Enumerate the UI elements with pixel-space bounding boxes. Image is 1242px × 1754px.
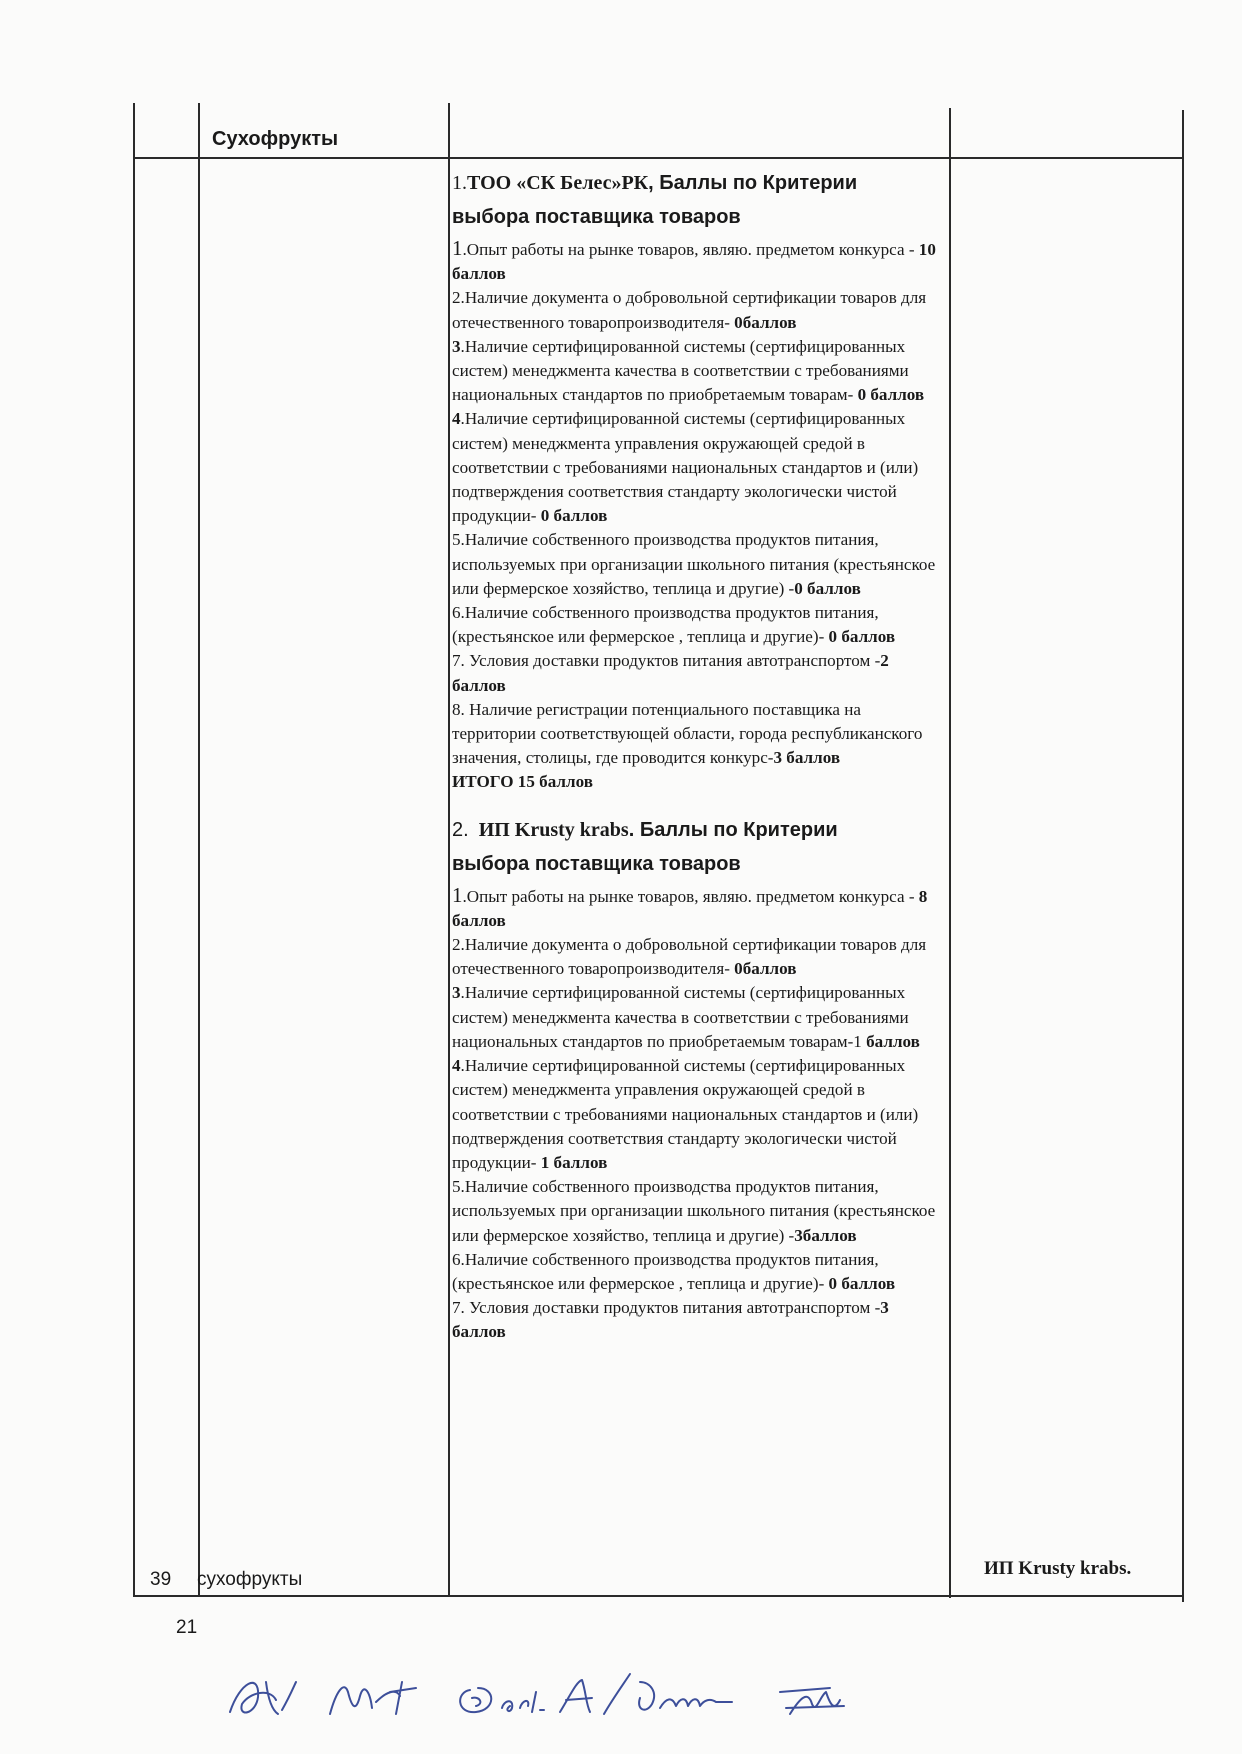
criterion-item: 5.Наличие собственного производства продуктов питания, используемых при организации школьного питания (крестьянское или фермерское хозяйство, теплица и другие) -3баллов [452, 1177, 936, 1245]
criterion-score: 8 баллов [452, 886, 928, 930]
criterion-score: 10 баллов [452, 240, 936, 284]
criterion-score: баллов [866, 1031, 920, 1051]
table-divider-num [198, 103, 200, 1596]
criterion-item: 3.Наличие сертифицированной системы (сертифицированных систем) менеджмента качества в соответствии с требованиями национальных стандартов по приобретаемым товарам-1 баллов [452, 983, 920, 1051]
supplier-number: 1. [452, 172, 467, 194]
criteria-list-2 [452, 883, 942, 1345]
table-border-right [1182, 110, 1184, 1602]
criterion-item: 6.Наличие собственного производства продуктов питания, (крестьянское или фермерское , теплица и другие)- 0 баллов [452, 603, 896, 647]
supplier-title-rest: , Баллы по Критерии [648, 172, 858, 194]
criterion-score: 0 баллов [857, 385, 925, 405]
criterion-item: 4.Наличие сертифицированной системы (сертифицированных систем) менеджмента управления окружающей средой в соответствии с требованиями национальных стандартов и (или) подтверждения соответствия стандарту экологически чистой продукции- 1 баллов [452, 1056, 919, 1172]
criterion-score: 3баллов [794, 1225, 857, 1245]
supplier-name: ТОО «СК Белес»РК [467, 172, 649, 194]
table-row-line-bottom [133, 1595, 1183, 1597]
supplier-title-2 [452, 813, 942, 881]
supplier-title-rest: . Баллы по Критерии [628, 818, 838, 841]
criterion-item: 2.Наличие документа о добровольной сертификации товаров для отечественного товаропроизводителя- 0баллов [452, 288, 927, 332]
supplier-block-1 [452, 166, 942, 795]
criterion-item: 7. Условия доставки продуктов питания автотранспортом -3 баллов [452, 1298, 889, 1342]
criterion-item: 8. Наличие регистрации потенциального поставщика на территории соответствующей области, города республиканского значения, столицы, где проводится конкурс-3 баллов [452, 699, 923, 768]
row-number: 39 [150, 1569, 172, 1590]
criterion-item: 6.Наличие собственного производства продуктов питания, (крестьянское или фермерское , теплица и другие)- 0 баллов [452, 1249, 896, 1293]
criterion-score: 3 баллов [773, 748, 841, 768]
criterion-score: 0 баллов [828, 627, 896, 647]
table-row-line-top [133, 157, 1183, 159]
table-divider-criteria [949, 108, 951, 1598]
supplier-title-1 [452, 166, 942, 234]
criterion-score: 3 баллов [452, 1298, 889, 1342]
criterion-item: 7. Условия доставки продуктов питания автотранспортом -2 баллов [452, 651, 889, 695]
criterion-score: 0баллов [734, 312, 797, 332]
winner-supplier: ИП Krusty krabs. [984, 1558, 1132, 1579]
criterion-score: 0 баллов [828, 1273, 896, 1293]
criterion-score: 1 баллов [540, 1152, 608, 1172]
criterion-score: 2 баллов [452, 651, 889, 695]
table-border-left [133, 103, 135, 1596]
criteria-list-1 [452, 236, 942, 770]
total-score: ИТОГО 15 баллов [452, 772, 593, 792]
criterion-score: 0 баллов [794, 578, 861, 598]
criterion-item: 5.Наличие собственного производства продуктов питания, используемых при организации школьного питания (крестьянское или фермерское хозяйство, теплица и другие) -0 баллов [452, 530, 936, 598]
criterion-score: 0 баллов [540, 506, 608, 526]
handwritten-signatures [220, 1652, 960, 1732]
supplier-title-rest: выбора поставщика товаров [452, 852, 741, 875]
row-product-name: сухофрукты [197, 1569, 303, 1590]
criterion-item: 1.Опыт работы на рынке товаров, являю. предметом конкурса - 8 баллов [452, 882, 928, 930]
table-divider-name [448, 103, 450, 1596]
supplier-block-2 [452, 813, 942, 1345]
criteria-cell [452, 166, 942, 1345]
supplier-title-rest: выбора поставщика товаров [452, 206, 741, 228]
criterion-item: 1.Опыт работы на рынке товаров, являю. предметом конкурса - 10 баллов [452, 236, 936, 284]
supplier-name: ИП Krusty krabs [478, 818, 629, 841]
criterion-item: 3.Наличие сертифицированной системы (сертифицированных систем) менеджмента качества в соответствии с требованиями национальных стандартов по приобретаемым товарам- 0 баллов [452, 336, 925, 405]
criterion-score: 0баллов [734, 959, 797, 979]
page-number: 21 [176, 1617, 198, 1638]
criterion-item: 4.Наличие сертифицированной системы (сертифицированных систем) менеджмента управления окружающей средой в соответствии с требованиями национальных стандартов и (или) подтверждения соответствия стандарту экологически чистой продукции- 0 баллов [452, 409, 919, 526]
category-header: Сухофрукты [212, 128, 339, 150]
supplier-number: 2. [452, 818, 469, 841]
criterion-item: 2.Наличие документа о добровольной сертификации товаров для отечественного товаропроизводителя- 0баллов [452, 935, 927, 979]
